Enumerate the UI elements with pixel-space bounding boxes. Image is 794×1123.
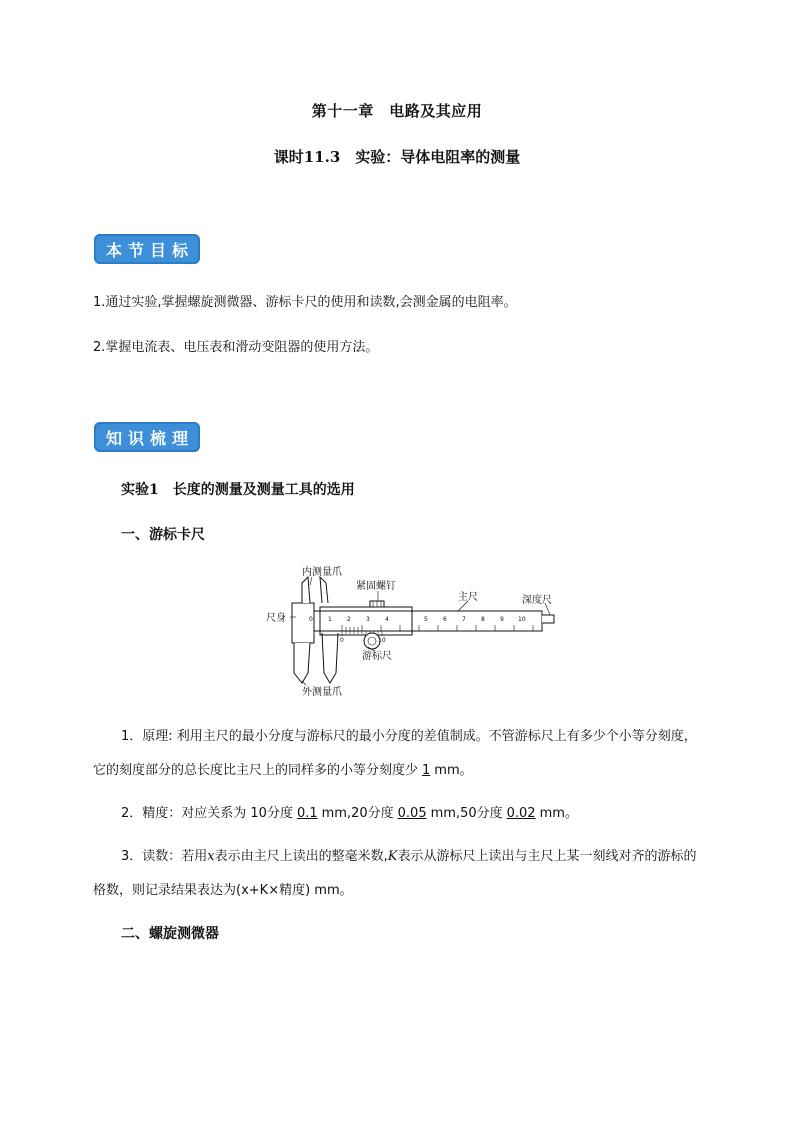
main-tick-7: 7 [462,616,466,623]
lesson-title: 课时11.3 实验：导体电阻率的测量 [273,148,521,166]
caliper-outer-jaw-movable [322,633,338,683]
section-banner-goals [94,234,200,264]
main-tick-8: 8 [481,616,485,623]
label-outer-jaw: 外测量爪 [302,687,342,698]
vernier-tick-0: 0 [340,637,344,644]
main-tick-0: 0 [309,616,313,623]
main-tick-1: 1 [328,616,332,623]
label-lock-screw: 紧固螺钉 [356,581,396,592]
reading-text-4: ) mm。 [305,883,353,898]
reading-var-k: K [387,849,398,864]
precision-text: 2．精度：对应关系为 10分度 [121,806,293,821]
section-banner-knowledge-label: 知识梳理 [105,428,194,448]
micrometer-heading: 二、螺旋测微器 [121,926,219,942]
precision-answer-50: 0.02 [506,806,536,821]
vernier-heading: 一、游标卡尺 [121,527,205,543]
precision-mid-1: mm,20分度 [321,806,394,821]
principle-answer: 1 [422,763,431,778]
vernier-tick-10: 10 [378,637,386,644]
goal-item-2: 2.掌握电流表、电压表和滑动变阻器的使用方法。 [93,340,379,355]
section-banner-goals-label: 本节目标 [105,240,194,260]
precision-answer-10: 0.1 [296,806,318,821]
caliper-depth-rod [542,615,554,623]
main-tick-6: 6 [443,616,447,623]
reading-text-3: 表示从游标尺上读出与主尺上某一刻线对齐的游标的格数，则记录结果表达为( [93,849,697,898]
main-tick-4: 4 [385,616,389,623]
caliper-inner-jaw-fixed [302,577,310,603]
reading-text-1: 3．读数：若用 [121,849,208,864]
label-inner-jaw: 内测量爪 [302,567,342,578]
reading-paragraph [93,840,709,908]
label-depth-rod: 深度尺 [522,595,552,606]
reading-formula: x+K×精度 [241,883,306,898]
principle-suffix: mm。 [434,763,473,778]
reading-var-x: x [207,849,215,864]
main-tick-10: 10 [518,616,526,623]
label-vernier: 游标尺 [362,651,392,662]
precision-mid-2: mm,50分度 [430,806,503,821]
section-banner-knowledge [94,422,200,452]
precision-suffix: mm。 [539,806,578,821]
main-tick-9: 9 [500,616,504,623]
precision-answer-20: 0.05 [397,806,427,821]
main-tick-5: 5 [424,616,428,623]
vernier-caliper-figure [262,563,562,703]
chapter-title: 第十一章 电路及其应用 [311,102,483,120]
goal-item-1: 1.通过实验,掌握螺旋测微器、游标卡尺的使用和读数,会测金属的电阻率。 [93,295,517,310]
principle-text: 1．原理: 利用主尺的最小分度与游标尺的最小分度的差值制成。不管游标尺上有多少个小等分刻度，它的刻度部分的总长度比主尺上的同样多的小等分刻度少 [93,729,697,778]
label-body: 尺身 [266,613,286,624]
precision-paragraph [93,797,709,831]
experiment-heading: 实验1 长度的测量及测量工具的选用 [121,482,355,498]
caliper-inner-jaw-movable [320,577,328,603]
caliper-outer-jaw-fixed [294,643,310,683]
reading-text-2: 表示由主尺上读出的整毫米数, [214,849,388,864]
main-tick-2: 2 [347,616,351,623]
main-tick-3: 3 [366,616,370,623]
caliper-body [292,603,314,643]
label-main-scale: 主尺 [458,592,478,603]
principle-paragraph [93,720,709,788]
